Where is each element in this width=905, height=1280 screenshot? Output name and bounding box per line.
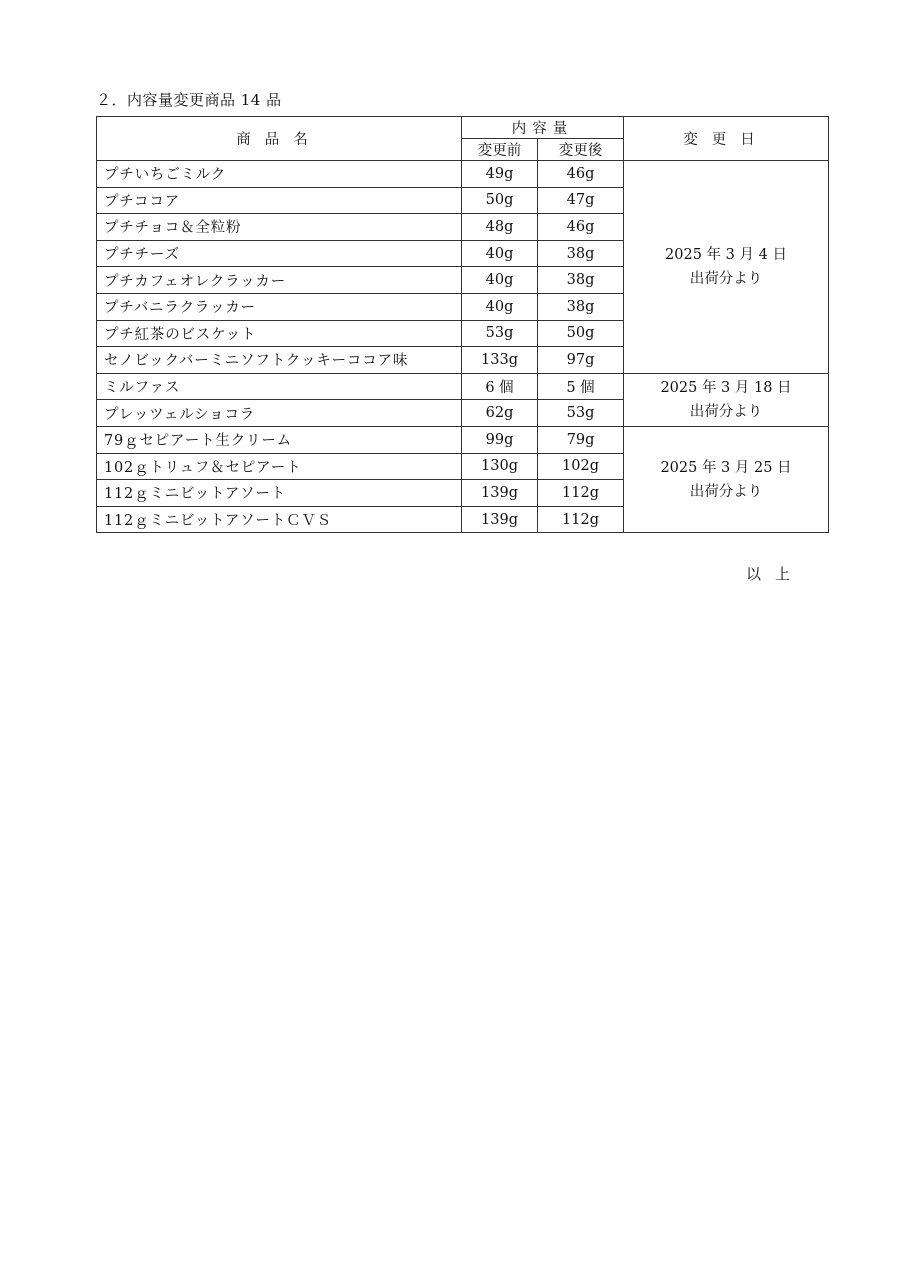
header-before: 変更前: [462, 139, 538, 161]
product-name: プチチョコ＆全粒粉: [97, 214, 462, 241]
amount-after: 112g: [538, 480, 624, 507]
product-name: 102ｇトリュフ＆セピアート: [97, 453, 462, 480]
change-date-note: 出荷分より: [689, 483, 763, 500]
change-date-cell: [624, 426, 829, 532]
product-name: プチチーズ: [97, 240, 462, 267]
header-content-amount: 内容量: [462, 117, 624, 139]
product-name: プチいちごミルク: [97, 161, 462, 188]
product-name: 112ｇミニビットアソートＣＶＳ: [97, 506, 462, 533]
header-after: 変更後: [538, 139, 624, 161]
amount-after: 5 個: [538, 373, 624, 400]
amount-before: 6 個: [462, 373, 538, 400]
header-change-date: 変更日: [624, 117, 829, 161]
product-change-table: [96, 116, 829, 533]
product-name: プチカフェオレクラッカー: [97, 267, 462, 294]
amount-before: 62g: [462, 400, 538, 427]
amount-after: 112g: [538, 506, 624, 533]
change-date-note: 出荷分より: [689, 403, 763, 420]
amount-after: 97g: [538, 347, 624, 374]
amount-after: 38g: [538, 267, 624, 294]
change-date-cell: [624, 161, 829, 374]
product-name: 79ｇセピアート生クリーム: [97, 426, 462, 453]
change-date: 2025 年 3 月 18 日: [660, 379, 792, 396]
table-header-row: [97, 117, 829, 139]
amount-before: 40g: [462, 293, 538, 320]
amount-before: 139g: [462, 506, 538, 533]
change-date: 2025 年 3 月 4 日: [665, 246, 787, 263]
table-row: [97, 161, 829, 188]
amount-after: 38g: [538, 293, 624, 320]
amount-before: 130g: [462, 453, 538, 480]
amount-after: 50g: [538, 320, 624, 347]
product-name: セノビックバーミニソフトクッキーココア味: [97, 347, 462, 374]
product-name: 112ｇミニビットアソート: [97, 480, 462, 507]
amount-after: 46g: [538, 214, 624, 241]
product-name: プチバニラクラッカー: [97, 293, 462, 320]
table-row: [97, 426, 829, 453]
table-row: [97, 373, 829, 400]
amount-before: 40g: [462, 267, 538, 294]
section-heading: ２．内容量変更商品 14 品: [96, 91, 282, 109]
amount-after: 38g: [538, 240, 624, 267]
change-date-note: 出荷分より: [689, 270, 763, 287]
amount-after: 79g: [538, 426, 624, 453]
product-name: ミルファス: [97, 373, 462, 400]
product-name: プレッツェルショコラ: [97, 400, 462, 427]
amount-after: 47g: [538, 187, 624, 214]
amount-after: 102g: [538, 453, 624, 480]
change-date: 2025 年 3 月 25 日: [660, 459, 792, 476]
amount-before: 40g: [462, 240, 538, 267]
product-name: プチ紅茶のビスケット: [97, 320, 462, 347]
amount-before: 48g: [462, 214, 538, 241]
amount-before: 99g: [462, 426, 538, 453]
amount-after: 53g: [538, 400, 624, 427]
amount-before: 50g: [462, 187, 538, 214]
change-date-cell: [624, 373, 829, 426]
amount-before: 133g: [462, 347, 538, 374]
amount-after: 46g: [538, 161, 624, 188]
header-product-name: 商品名: [97, 117, 462, 161]
product-name: プチココア: [97, 187, 462, 214]
amount-before: 49g: [462, 161, 538, 188]
amount-before: 139g: [462, 480, 538, 507]
closing-remark: 以上: [746, 565, 805, 583]
amount-before: 53g: [462, 320, 538, 347]
